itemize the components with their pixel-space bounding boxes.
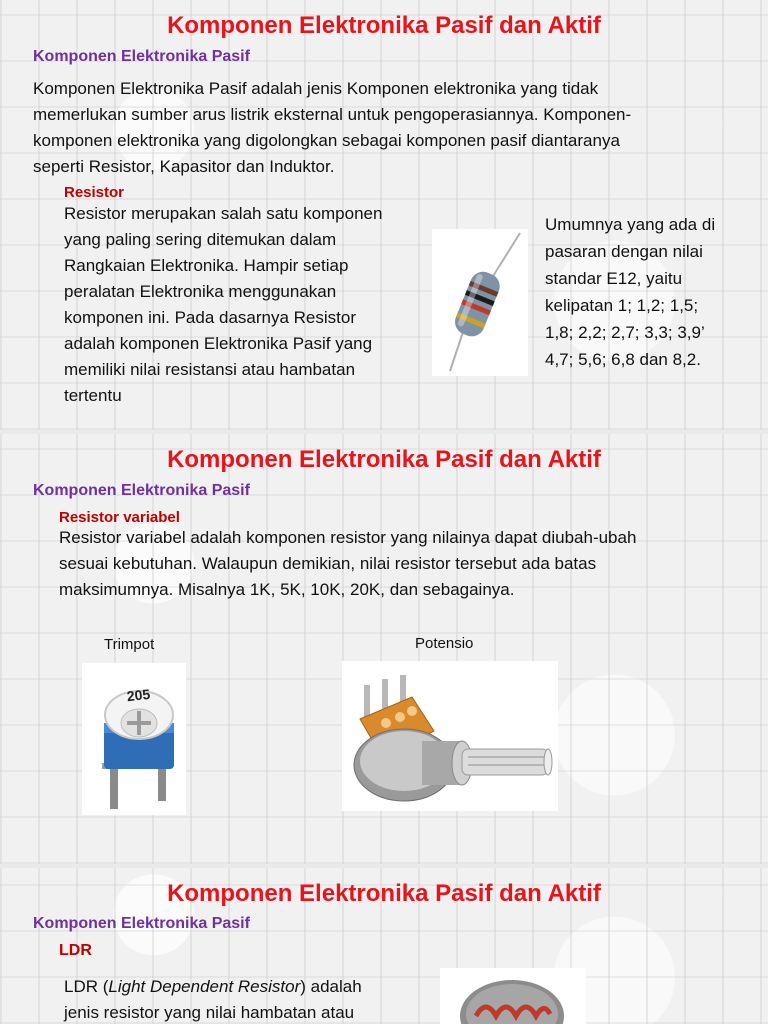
ldr-photo [440,968,586,1024]
resistor-heading: Resistor [64,184,125,201]
variable-resistor-paragraph: Resistor variabel adalah komponen resistor yang nilainya dapat diubah-ubah sesuai kebutuhan. Walaupun demikian, nilai resistor tersebut ada batas maksimumnya. Misalnya 1K, 5K, 10K, 20K, dan sebagainya. [59,528,637,599]
resistor-paragraph: Resistor merupakan salah satu komponen yang paling sering ditemukan dalam Rangkaian Elektronika. Hampir setiap peralatan Elektronika menggunakan komponen ini. Pada dasarnya Resistor adalah komponen Elektronika Pasif yang memiliki nilai resistansi atau hambatan tertentu [64,204,383,405]
resistor-photo [432,229,528,376]
trimpot-photo [82,663,186,815]
slide-variable-resistor [0,434,768,864]
slide-resistor [0,0,768,430]
svg-text:205: 205 [126,685,151,705]
section-subtitle: Komponen Elektronika Pasif [33,482,250,499]
e12-paragraph: Umumnya yang ada di pasaran dengan nilai standar E12, yaitu kelipatan 1; 1,2; 1,5; 1,8; 2,2; 2,7; 3,3; 3,9’ 4,7; 5,6; 6,8 dan 8,2. [545,215,716,369]
resistor-icon [432,229,528,376]
ldr-icon [440,968,586,1024]
slide-title: Komponen Elektronika Pasif dan Aktif [167,446,601,473]
section-subtitle: Komponen Elektronika Pasif [33,915,250,932]
intro-paragraph: Komponen Elektronika Pasif adalah jenis Komponen elektronika yang tidak memerlukan sumber arus listrik eksternal untuk pengoperasiannya. Komponen- komponen elektronika yang digolongkan sebagai komponen pasif diantaranya seperti Resistor, Kapasitor dan Induktor. [33,79,632,176]
slide-ldr [0,868,768,1024]
potensio-label: Potensio [415,635,474,652]
ldr-heading: LDR [59,942,92,959]
variable-resistor-heading: Resistor variabel [59,509,180,526]
ldr-paragraph: LDR (Light Dependent Resistor) adalah jenis resistor yang nilai hambatan atau [64,977,362,1022]
slide-title: Komponen Elektronika Pasif dan Aktif [167,12,601,39]
trimpot-label: Trimpot [104,636,155,653]
trimpot-icon [82,663,186,815]
potentiometer-icon [342,661,558,811]
potentiometer-photo [342,661,558,811]
section-subtitle: Komponen Elektronika Pasif [33,48,250,65]
slide-title: Komponen Elektronika Pasif dan Aktif [167,880,601,907]
